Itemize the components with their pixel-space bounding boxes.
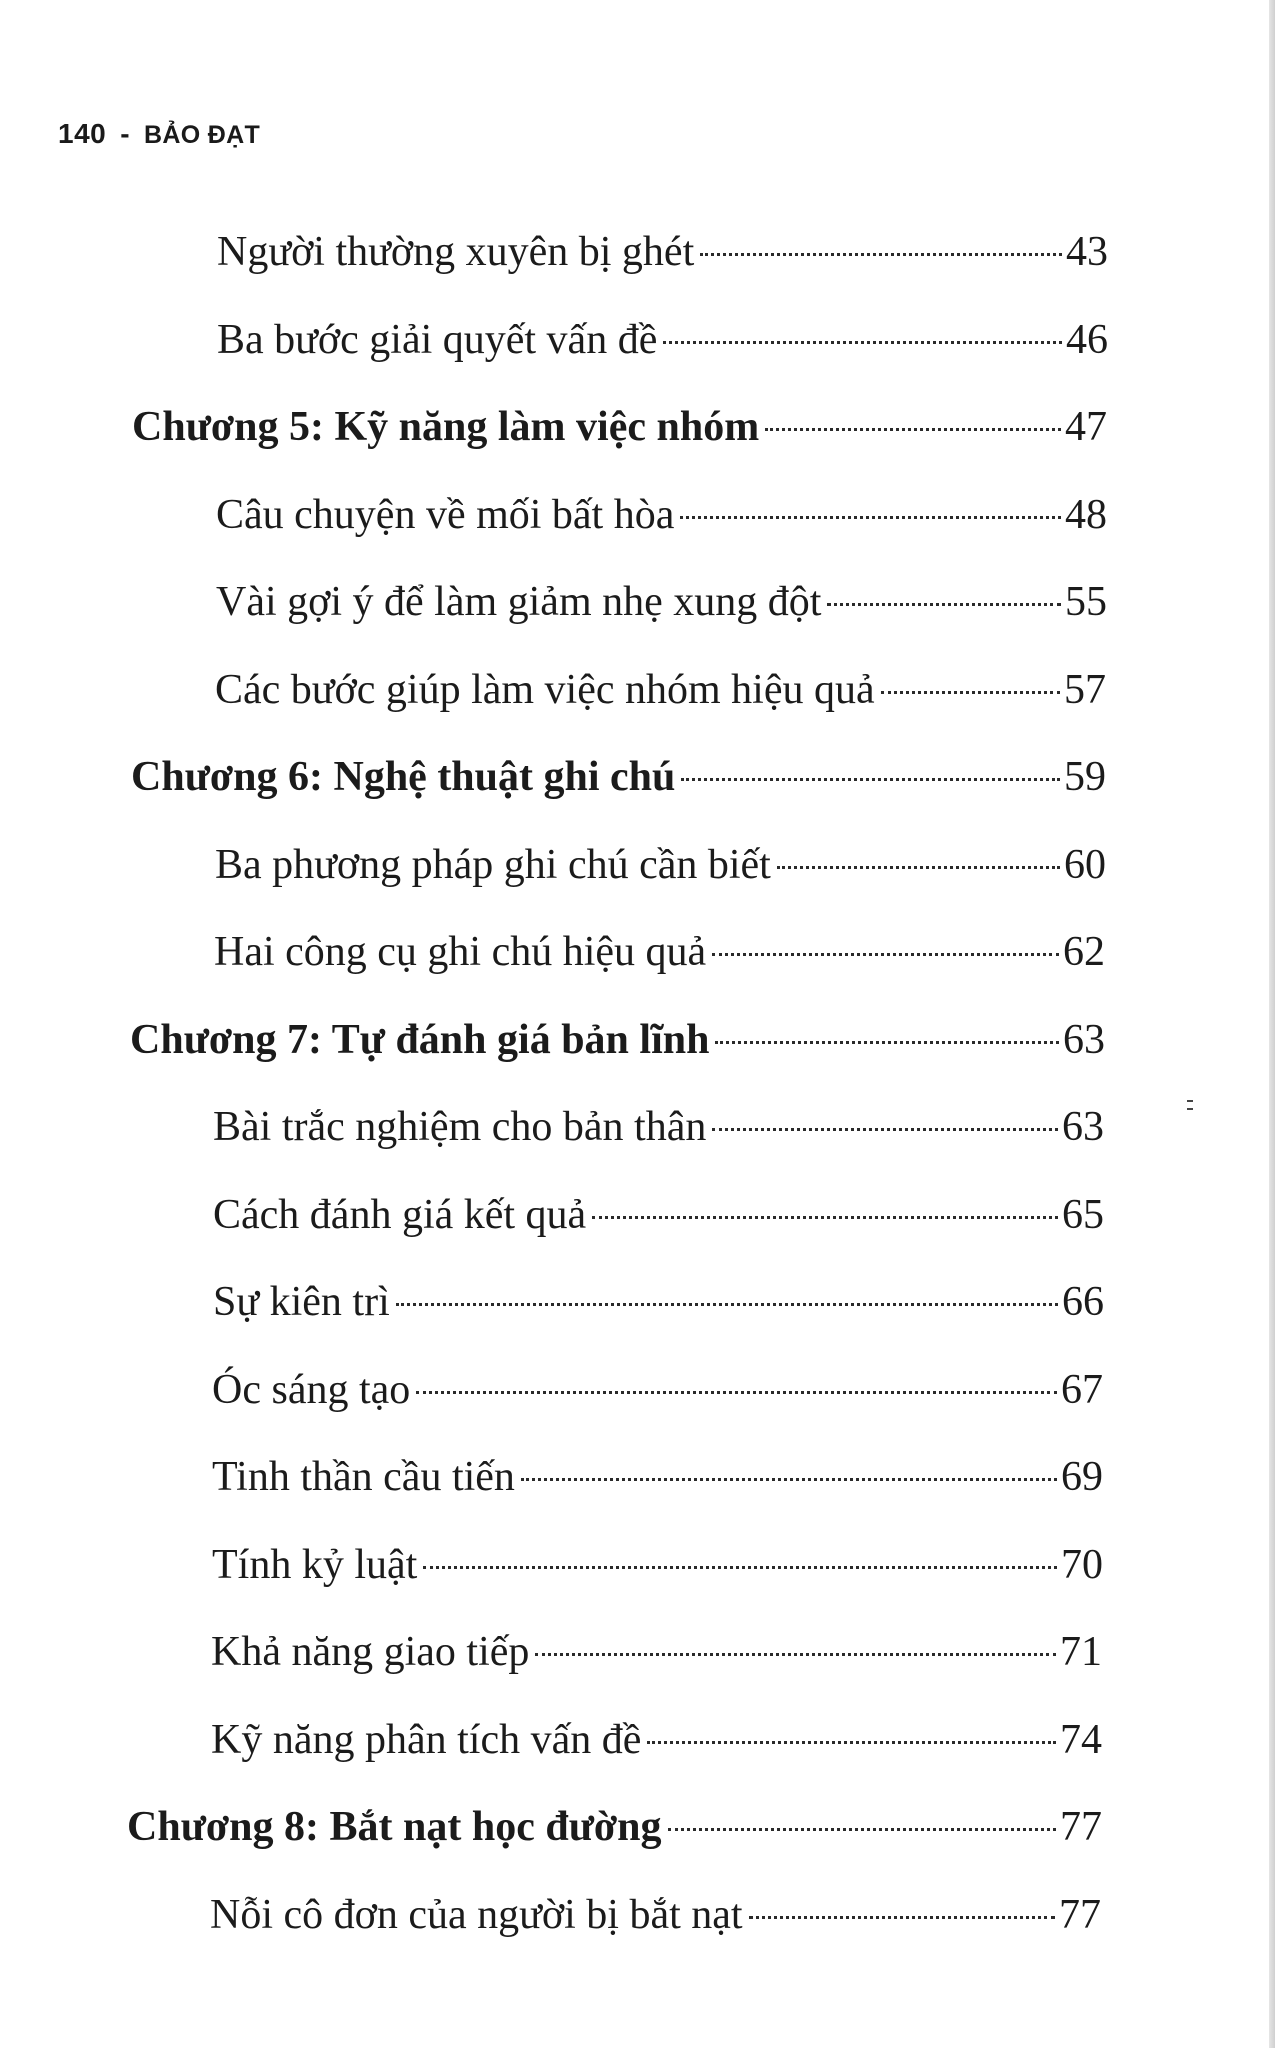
toc-section-entry: [216, 488, 1107, 542]
toc-entry-title: Bài trắc nghiệm cho bản thân: [213, 1104, 707, 1150]
toc-section-entry: [217, 225, 1108, 279]
toc-entry-page-number: 70: [1061, 1542, 1103, 1588]
toc-section-entry: [212, 1538, 1103, 1592]
running-header: [58, 118, 260, 150]
dot-leader: [668, 1828, 1056, 1831]
toc-section-entry: [214, 925, 1105, 979]
dot-leader: [777, 866, 1060, 869]
dot-leader: [712, 953, 1059, 956]
toc-entry-title: Sự kiên trì: [213, 1279, 390, 1325]
dot-leader: [416, 1391, 1057, 1394]
dot-leader: [647, 1741, 1056, 1744]
toc-entry-title: Vài gợi ý để làm giảm nhẹ xung đột: [216, 579, 822, 625]
toc-entry-page-number: 59: [1064, 754, 1106, 800]
toc-section-entry: [212, 1363, 1103, 1417]
toc-entry-title: Người thường xuyên bị ghét: [217, 229, 695, 275]
toc-entry-page-number: 55: [1065, 579, 1107, 625]
toc-section-entry: [216, 575, 1107, 629]
toc-section-entry: [210, 1888, 1101, 1942]
toc-chapter-entry: [131, 750, 1106, 804]
toc-chapter-entry: [127, 1800, 1102, 1854]
header-separator: -: [120, 118, 131, 149]
toc-entry-page-number: 67: [1061, 1367, 1103, 1413]
dot-leader: [700, 253, 1062, 256]
dot-leader: [827, 603, 1061, 606]
toc-entry-title: Khả năng giao tiếp: [211, 1629, 530, 1675]
dot-leader: [396, 1303, 1058, 1306]
toc-entry-page-number: 47: [1065, 404, 1107, 450]
toc-entry-page-number: 66: [1062, 1279, 1104, 1325]
toc-entry-title: Chương 5: Kỹ năng làm việc nhóm: [132, 404, 760, 450]
dot-leader: [712, 1128, 1058, 1131]
toc-entry-title: Óc sáng tạo: [212, 1367, 411, 1413]
toc-entry-title: Chương 8: Bắt nạt học đường: [127, 1804, 662, 1850]
print-speck: [1187, 1100, 1193, 1110]
dot-leader: [749, 1916, 1055, 1919]
toc-entry-title: Chương 6: Nghệ thuật ghi chú: [131, 754, 676, 800]
toc-entry-page-number: 43: [1066, 229, 1108, 275]
dot-leader: [765, 428, 1061, 431]
toc-entry-title: Cách đánh giá kết quả: [213, 1192, 587, 1238]
toc-entry-page-number: 69: [1061, 1454, 1103, 1500]
toc-entry-page-number: 71: [1060, 1629, 1102, 1675]
dot-leader: [592, 1216, 1058, 1219]
toc-entry-title: Nỗi cô đơn của người bị bắt nạt: [210, 1892, 743, 1938]
header-author: BẢO ĐẠT: [144, 121, 261, 149]
toc-entry-page-number: 77: [1060, 1804, 1102, 1850]
toc-entry-page-number: 63: [1063, 1017, 1105, 1063]
toc-chapter-entry: [130, 1013, 1105, 1067]
toc-entry-page-number: 77: [1059, 1892, 1101, 1938]
dot-leader: [681, 778, 1060, 781]
toc-section-entry: [211, 1713, 1102, 1767]
dot-leader: [715, 1041, 1059, 1044]
toc-section-entry: [215, 663, 1106, 717]
toc-section-entry: [213, 1100, 1104, 1154]
dot-leader: [423, 1566, 1057, 1569]
page-edge: [1269, 0, 1275, 2048]
dot-leader: [680, 516, 1061, 519]
toc-section-entry: [213, 1275, 1104, 1329]
toc-entry-title: Chương 7: Tự đánh giá bản lĩnh: [130, 1017, 710, 1063]
toc-section-entry: [211, 1625, 1102, 1679]
header-page-number: 140: [58, 118, 107, 149]
toc-entry-page-number: 48: [1065, 492, 1107, 538]
toc-entry-page-number: 63: [1062, 1104, 1104, 1150]
toc-entry-title: Hai công cụ ghi chú hiệu quả: [214, 929, 707, 975]
dot-leader: [521, 1478, 1057, 1481]
toc-entry-title: Tinh thần cầu tiến: [212, 1454, 515, 1500]
dot-leader: [535, 1653, 1056, 1656]
toc-entry-page-number: 65: [1062, 1192, 1104, 1238]
toc-entry-title: Kỹ năng phân tích vấn đề: [211, 1717, 642, 1763]
dot-leader: [663, 341, 1062, 344]
toc-section-entry: [213, 1188, 1104, 1242]
toc-section-entry: [215, 838, 1106, 892]
toc-entry-page-number: 57: [1064, 667, 1106, 713]
toc-entry-title: Tính kỷ luật: [212, 1542, 418, 1588]
toc-entry-page-number: 74: [1060, 1717, 1102, 1763]
toc-entry-title: Ba bước giải quyết vấn đề: [217, 317, 658, 363]
toc-chapter-entry: [132, 400, 1107, 454]
toc-section-entry: [212, 1450, 1103, 1504]
dot-leader: [881, 691, 1060, 694]
toc-entry-title: Các bước giúp làm việc nhóm hiệu quả: [215, 667, 875, 713]
toc-entry-page-number: 62: [1063, 929, 1105, 975]
toc-entry-page-number: 60: [1064, 842, 1106, 888]
toc-entry-page-number: 46: [1066, 317, 1108, 363]
toc-section-entry: [217, 313, 1108, 367]
toc-entry-title: Ba phương pháp ghi chú cần biết: [215, 842, 771, 888]
toc-entry-title: Câu chuyện về mối bất hòa: [216, 492, 675, 538]
